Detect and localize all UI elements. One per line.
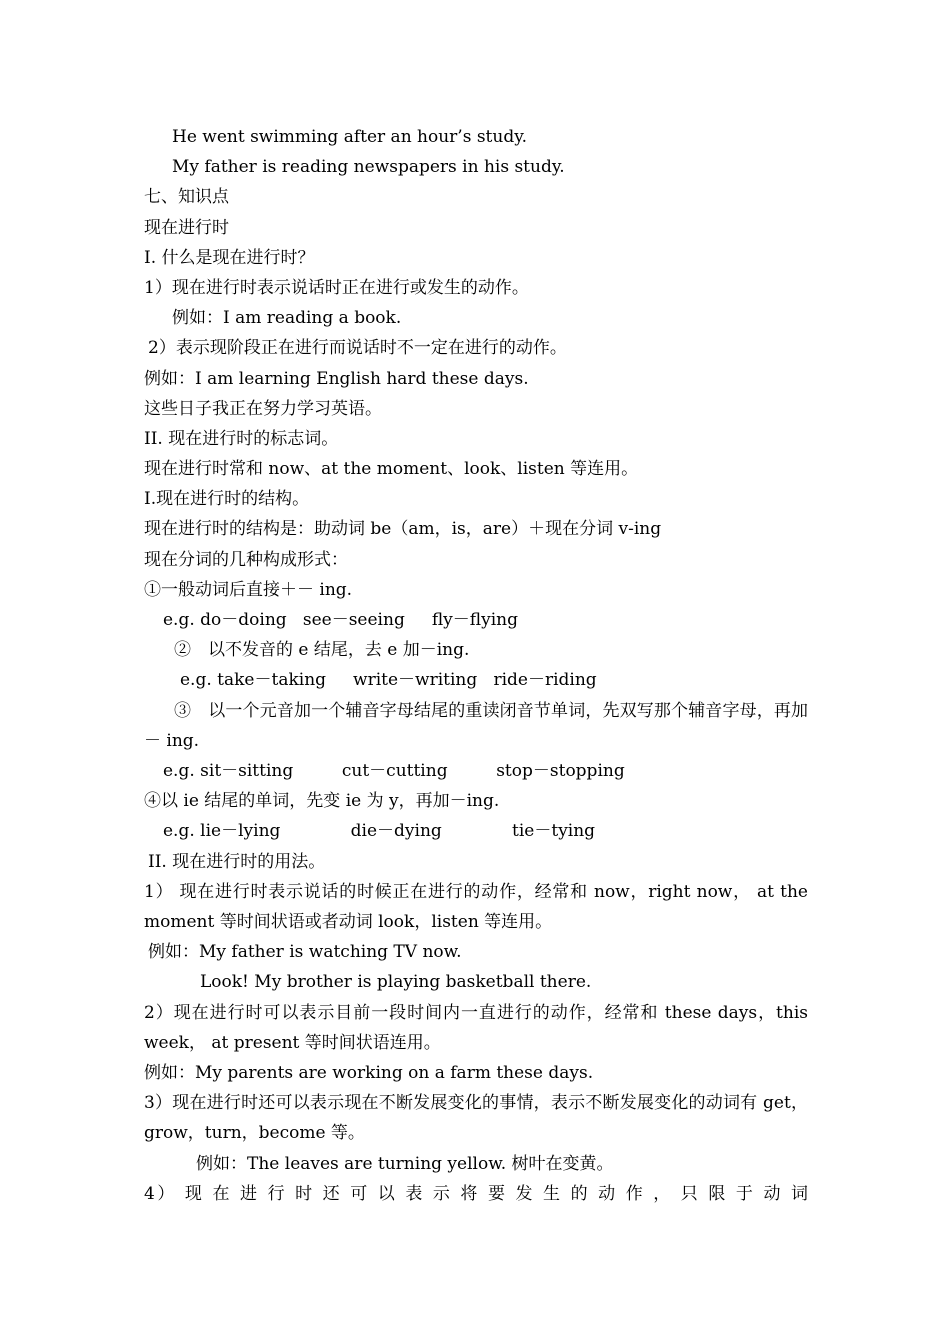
rule-item: ④以 ie 结尾的单词，先变 ie 为 y，再加－ing. [144, 791, 500, 812]
paragraph: 2）现在进行时可以表示目前一段时间内一直进行的动作，经常和 these days，this week， at present 等时间状语连用。 [144, 1002, 808, 1053]
rule-item: ①一般动词后直接＋－ ing. [144, 579, 353, 600]
example-line: e.g. take－taking write－writing ride－riding [180, 670, 597, 691]
paragraph: 现在进行时的结构是：助动词 be（am，is，are）＋现在分词 v-ing [144, 519, 662, 540]
paragraph: 4） 现 在 进 行 时 还 可 以 表 示 将 要 发 生 的 动 作 ， 只 限 于 动 词 [144, 1183, 808, 1204]
example-line: e.g. do－doing see－seeing fly－flying [163, 610, 518, 630]
topic-title: 现在进行时 [144, 217, 229, 238]
paragraph: 现在分词的几种构成形式： [144, 549, 348, 570]
example-sentence: Look! My brother is playing basketball there. [200, 972, 592, 993]
translation: 这些日子我正在努力学习英语。 [144, 398, 382, 419]
paragraph: 1）现在进行时表示说话时正在进行或发生的动作。 [144, 277, 529, 298]
example-sentence: 例如：My parents are working on a farm these days. [144, 1062, 594, 1083]
document-body [144, 122, 808, 1209]
example-sentence: 例如：I am reading a book. [172, 308, 402, 329]
paragraph: 3）现在进行时还可以表示现在不断发展变化的事情，表示不断发展变化的动词有 get，grow，turn，become 等。 [144, 1093, 808, 1144]
example-sentence: 例如：I am learning English hard these days. [144, 368, 529, 389]
subsection-heading: I. 什么是现在进行时？ [144, 247, 315, 268]
example-sentence: 例如：My father is watching TV now. [148, 942, 462, 963]
example-sentence: 例如：The leaves are turning yellow. 树叶在变黄。 [196, 1153, 614, 1174]
subsection-heading: I.现在进行时的结构。 [144, 489, 310, 510]
subsection-heading: II. 现在进行时的用法。 [148, 851, 326, 872]
section-heading: 七、知识点 [144, 187, 229, 208]
example-line: e.g. sit－sitting cut－cutting stop－stopping [163, 760, 625, 781]
paragraph: 1） 现在进行时表示说话的时候正在进行的动作，经常和 now，right now， at the moment 等时间状语或者动词 look，listen 等连用。 [144, 881, 808, 932]
example-sentence: My father is reading newspapers in his study. [172, 157, 565, 178]
example-sentence: He went swimming after an hour’s study. [172, 127, 527, 147]
rule-item: ② 以不发音的 e 结尾，去 e 加－ing. [174, 640, 470, 661]
rule-item: ③ 以一个元音加一个辅音字母结尾的重读闭音节单词，先双写那个辅音字母，再加－ ing. [144, 700, 808, 751]
paragraph: 2）表示现阶段正在进行而说话时不一定在进行的动作。 [148, 338, 567, 359]
paragraph: 现在进行时常和 now、at the moment、look、listen 等连用。 [144, 459, 639, 480]
example-line: e.g. lie－lying die－dying tie－tying [163, 821, 596, 842]
subsection-heading: II. 现在进行时的标志词。 [144, 428, 339, 449]
